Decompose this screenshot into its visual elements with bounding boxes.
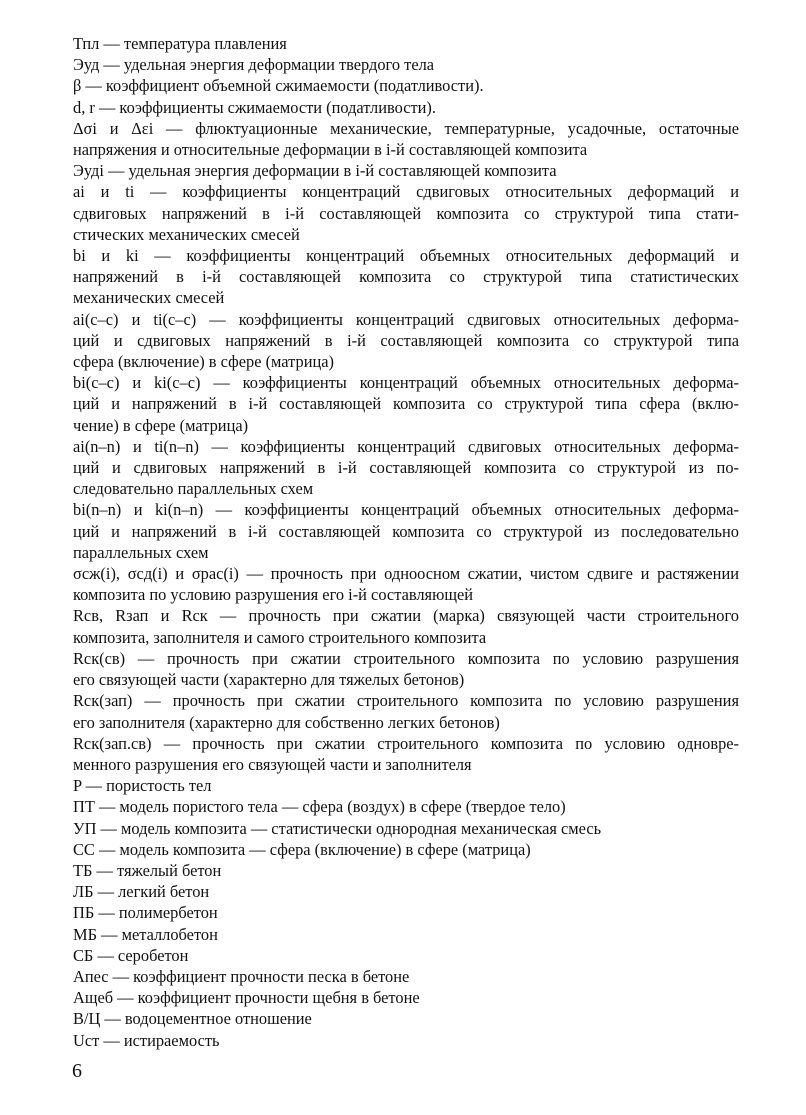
glossary-entry <box>73 75 739 96</box>
glossary-line: следовательно параллельных схем <box>73 479 314 499</box>
glossary-line: Rсв, Rзап и Rск — прочность при сжатии (марка) связующей части строительного <box>73 606 739 626</box>
glossary-line: σсж(i), σсд(i) и σрас(i) — прочность при одноосном сжатии, чистом сдвиге и растяжении <box>73 564 739 584</box>
glossary-entry <box>73 160 739 181</box>
glossary-entry <box>73 605 739 647</box>
glossary-line: Ащеб — коэффициент прочности щебня в бетоне <box>73 988 420 1008</box>
glossary-line: ТБ — тяжелый бетон <box>73 860 222 880</box>
glossary-entry <box>73 436 739 500</box>
glossary-line: ций и напряжений в i-й составляющей композита со структурой из последовательно <box>73 521 739 541</box>
glossary-entry <box>73 902 739 923</box>
glossary-line: ПБ — полимербетон <box>73 903 218 923</box>
glossary-line: Эудi — удельная энергия деформации в i-й составляющей композита <box>73 161 557 181</box>
glossary-entry <box>73 499 739 563</box>
glossary-line: менного разрушения его связующей части и заполнителя <box>73 754 472 774</box>
glossary-line: β — коэффициент объемной сжимаемости (податливости). <box>73 76 484 96</box>
glossary-entry <box>73 924 739 945</box>
glossary-line: Rск(зап.св) — прочность при сжатии строительного композита по условию одновре- <box>73 733 739 753</box>
glossary-line: композита, заполнителя и самого строительного композита <box>73 627 487 647</box>
glossary-entry <box>73 818 739 839</box>
glossary-line: его связующей части (характерно для тяжелых бетонов) <box>73 670 465 690</box>
glossary-line: ций и сдвиговых напряжений в i-й составляющей композита со структурой из по- <box>73 458 739 478</box>
glossary-line: bi(c–c) и ki(c–c) — коэффициенты концентраций объемных относительных деформа- <box>73 373 739 393</box>
glossary-entry <box>73 881 739 902</box>
glossary-entry <box>73 181 739 245</box>
glossary-line: Uст — истираемость <box>73 1030 220 1050</box>
glossary-entry <box>73 118 739 160</box>
glossary-line: Эуд — удельная энергия деформации твердого тела <box>73 55 435 75</box>
glossary-line: УП — модель композита — статистически однородная механическая смесь <box>73 818 602 838</box>
glossary-line: ций и напряжений в i-й составляющей композита со структурой типа сфера (вклю- <box>73 394 739 414</box>
glossary-line: его заполнителя (характерно для собственно легких бетонов) <box>73 712 500 732</box>
glossary-entry <box>73 97 739 118</box>
glossary-line: СБ — серобетон <box>73 945 189 965</box>
glossary-line: ПТ — модель пористого тела — сфера (воздух) в сфере (твердое тело) <box>73 797 566 817</box>
glossary-line: Тпл — температура плавления <box>73 34 287 53</box>
glossary-line: ЛБ — легкий бетон <box>73 882 210 902</box>
glossary-line: Апес — коэффициент прочности песка в бетоне <box>73 966 410 986</box>
glossary-entry <box>73 648 739 690</box>
glossary-line: В/Ц — водоцементное отношение <box>73 1009 312 1029</box>
glossary-entry <box>73 54 739 75</box>
glossary-entry <box>73 839 739 860</box>
glossary-line: Rск(зап) — прочность при сжатии строительного композита по условию разрушения <box>73 691 739 711</box>
glossary-line: ai(n–n) и ti(n–n) — коэффициенты концентраций сдвиговых относительных деформа- <box>73 436 739 456</box>
glossary-line: напряжений в i-й составляющей композита со структурой типа статистических <box>73 267 739 287</box>
glossary-entry <box>73 1008 739 1029</box>
glossary-line: ций и сдвиговых напряжений в i-й составляющей композита со структурой типа <box>73 330 739 350</box>
glossary-line: сдвиговых напряжений в i-й составляющей композита со структурой типа стати- <box>73 203 739 223</box>
glossary-line: чение) в сфере (матрица) <box>73 415 249 435</box>
glossary-entry <box>73 733 739 775</box>
glossary-entry <box>73 1030 739 1051</box>
glossary-entry <box>73 563 739 605</box>
glossary-line: параллельных схем <box>73 542 209 562</box>
page-number: 6 <box>72 1060 82 1082</box>
glossary-entry <box>73 775 739 796</box>
glossary-entry <box>73 945 739 966</box>
glossary-line: Δσi и Δεi — флюктуационные механические, температурные, усадочные, остаточные <box>73 118 739 138</box>
glossary-line: Rск(св) — прочность при сжатии строительного композита по условию разрушения <box>73 648 739 668</box>
glossary-entry <box>73 372 739 436</box>
glossary-line: напряжения и относительные деформации в i-й составляющей композита <box>73 140 588 160</box>
glossary-entry <box>73 309 739 373</box>
glossary-line: СС — модель композита — сфера (включение) в сфере (матрица) <box>73 839 531 859</box>
glossary-line: ai(c–c) и ti(c–c) — коэффициенты концентраций сдвиговых относительных деформа- <box>73 309 739 329</box>
glossary-line: стических механических смесей <box>73 224 300 244</box>
glossary-line: d, r — коэффициенты сжимаемости (податливости). <box>73 97 436 117</box>
glossary-line: ai и ti — коэффициенты концентраций сдвиговых относительных деформаций и <box>73 182 739 202</box>
symbol-list <box>73 33 739 1051</box>
glossary-entry <box>73 987 739 1008</box>
glossary-entry <box>73 33 739 54</box>
glossary-line: механических смесей <box>73 288 225 308</box>
glossary-line: сфера (включение) в сфере (матрица) <box>73 352 334 372</box>
glossary-entry <box>73 690 739 732</box>
glossary-line: МБ — металлобетон <box>73 924 218 944</box>
glossary-entry <box>73 245 739 309</box>
glossary-line: P — пористость тел <box>73 776 212 796</box>
glossary-line: композита по условию разрушения его i-й составляющей <box>73 585 474 605</box>
glossary-entry <box>73 860 739 881</box>
glossary-entry <box>73 966 739 987</box>
glossary-line: bi и ki — коэффициенты концентраций объемных относительных деформаций и <box>73 246 739 266</box>
glossary-line: bi(n–n) и ki(n–n) — коэффициенты концентраций объемных относительных деформа- <box>73 500 739 520</box>
glossary-entry <box>73 796 739 817</box>
